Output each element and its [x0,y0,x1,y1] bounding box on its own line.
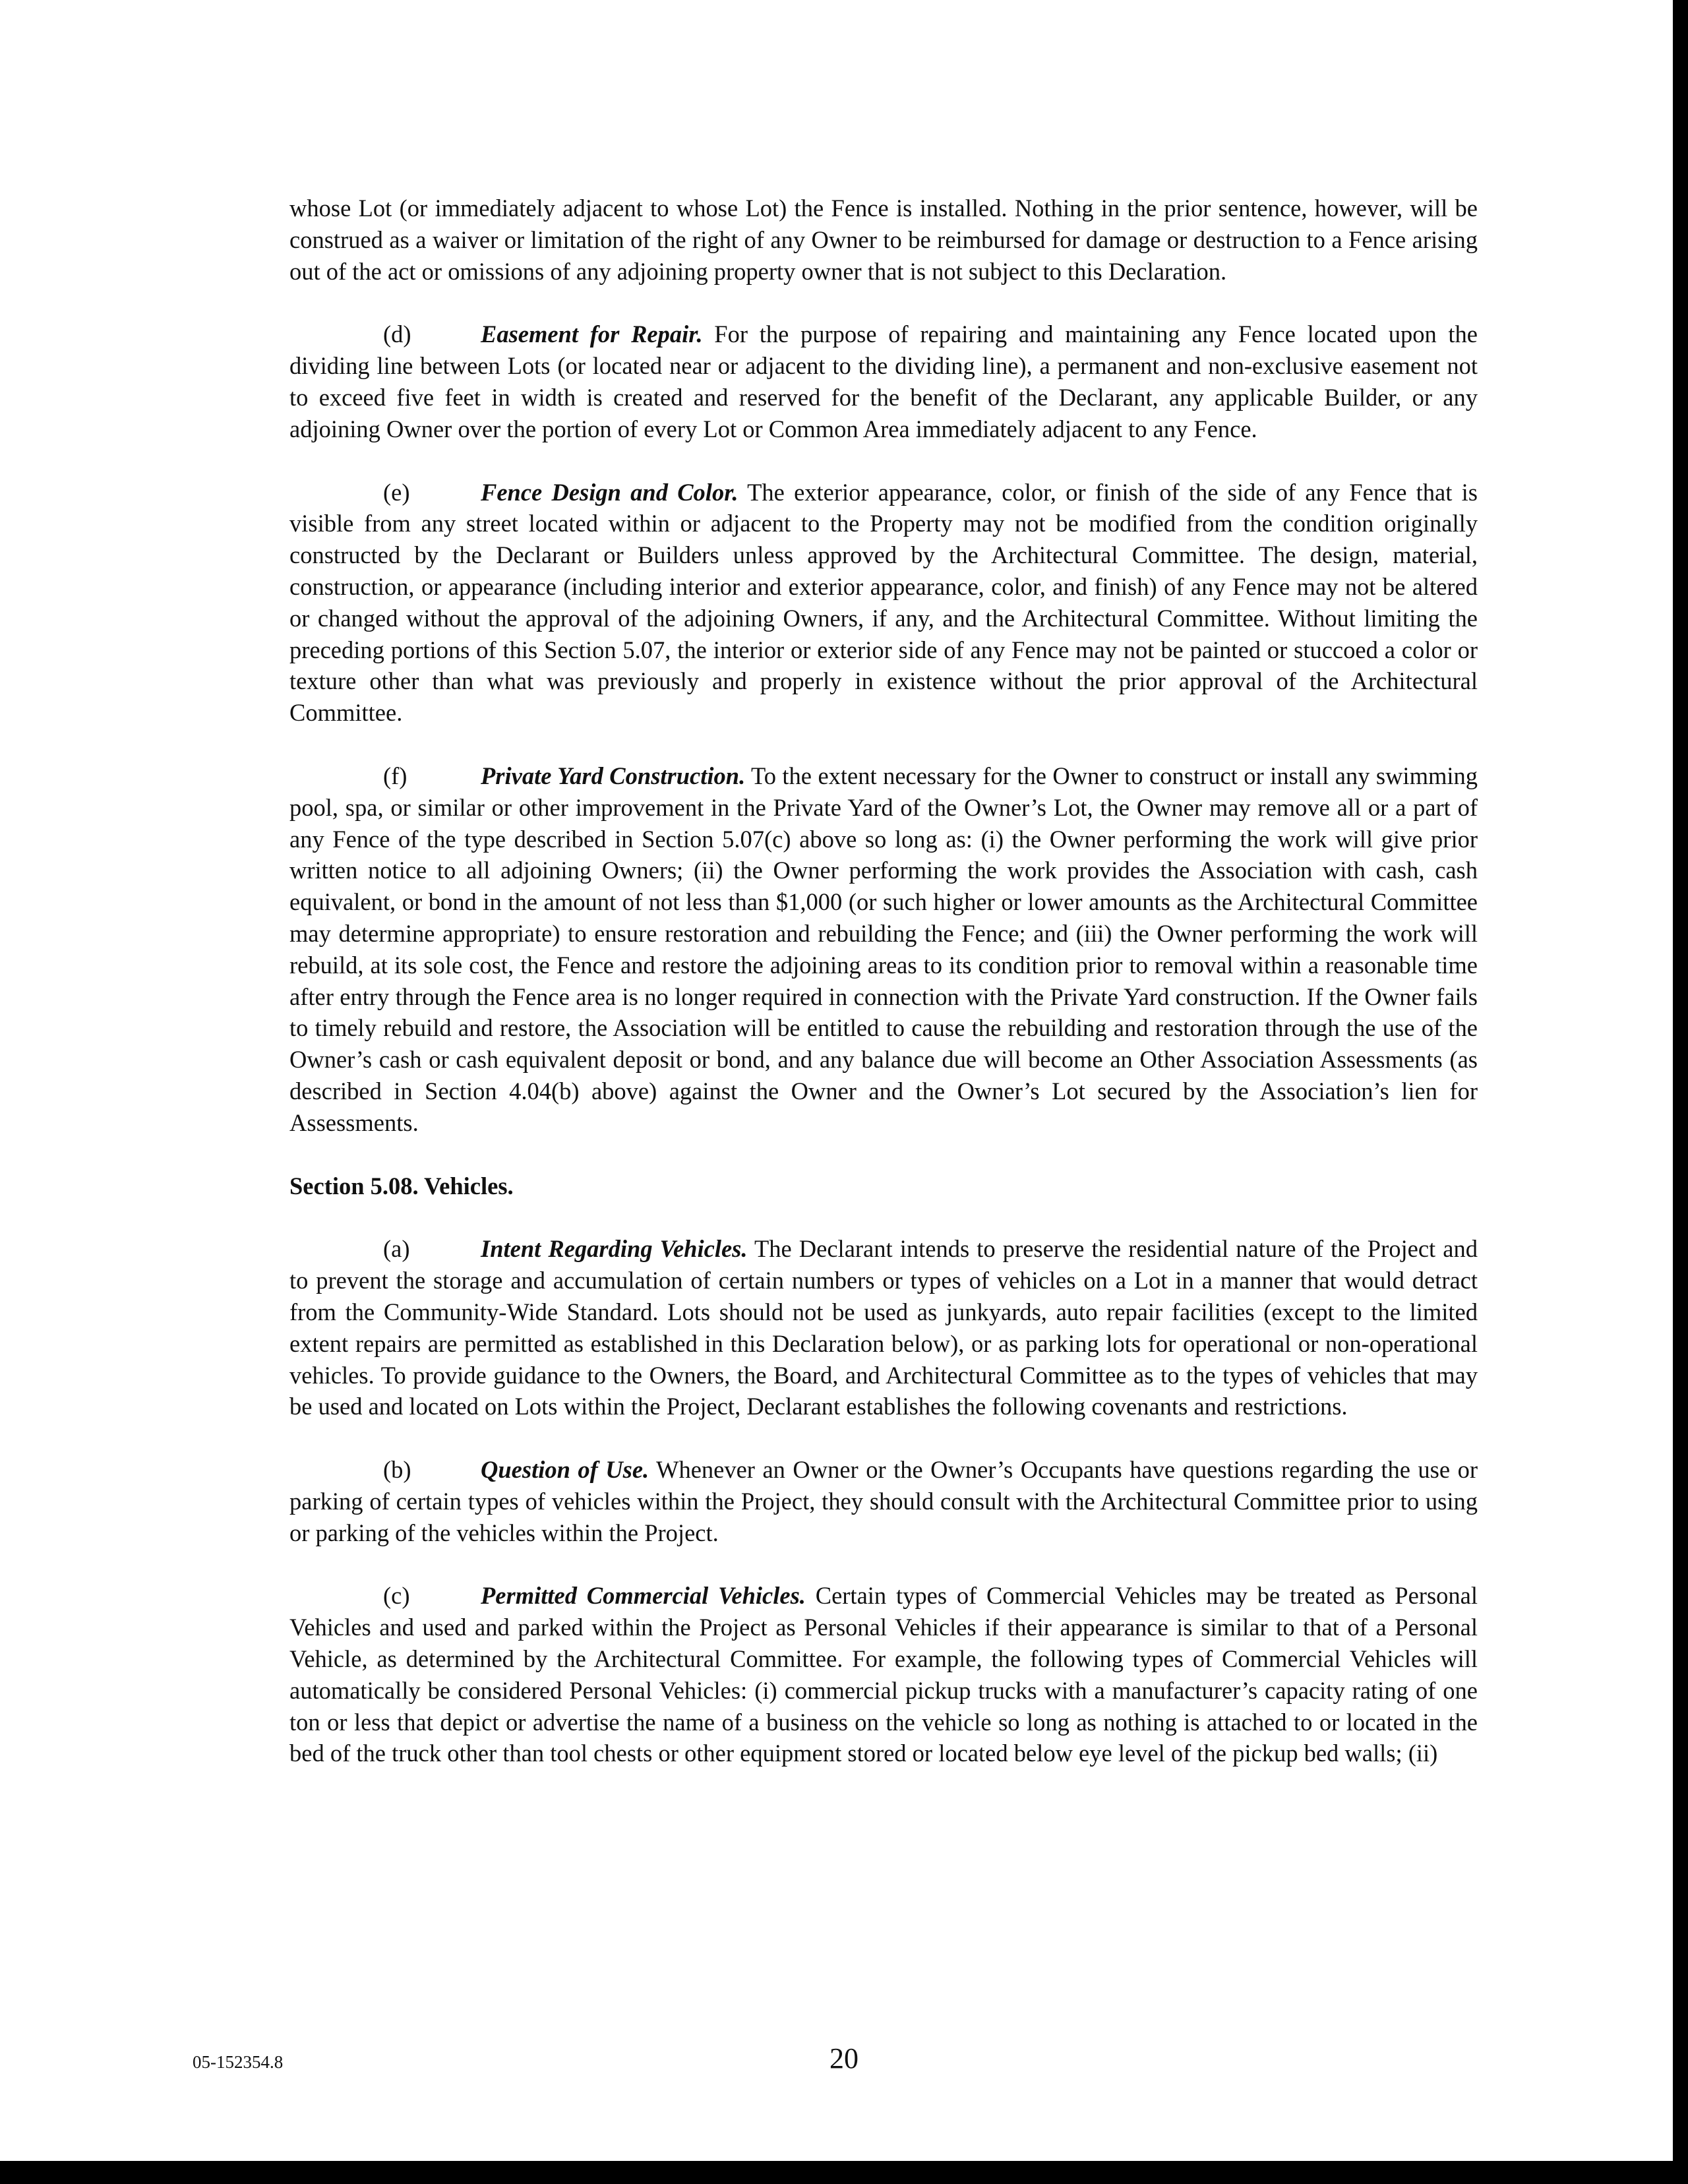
paragraph-question-of-use [289,1454,1478,1548]
paragraph-intent-regarding-vehicles [289,1233,1478,1422]
item-text: The exterior appearance, color, or finish of the side of any Fence that is visible from any street located within or adjacent to the Property may not be modified from the condition originally constructed by the Declarant or Builders unless approved by the Architectural Committee. The design, material, construction, or appearance (including interior and exterior appearance, color, and finish) of any Fence may not be altered or changed without the approval of the adjoining Owners, if any, and the Architectural Committee. Without limiting the preceding portions of this Section 5.07, the interior or exterior side of any Fence may not be painted or stuccoed a color or texture other than what was previously and properly in existence without the prior approval of the Architectural Committee. [289,478,1478,727]
item-text: For the purpose of repairing and maintaining any Fence located upon the dividing line between Lots (or located near or adjacent to the dividing line), a permanent and non-exclusive easement not to exceed five feet in width is created and reserved for the benefit of the Declarant, any applicable Builder, or any adjoining Owner over the portion of every Lot or Common Area immediately adjacent to any Fence. [289,320,1478,442]
scan-border-bottom [0,2161,1688,2184]
item-text: The Declarant intends to preserve the residential nature of the Project and to prevent the storage and accumulation of certain numbers or types of vehicles on a Lot in a manner that would detract from the Community-Wide Standard. Lots should not be used as junkyards, auto repair facilities (except to the limited extent repairs are permitted as established in this Declaration below), or as parking lots for operational or non-operational vehicles. To provide guidance to the Owners, the Board, and Architectural Committee as to the types of vehicles that may be used and located on Lots within the Project, Declarant establishes the following covenants and restrictions. [289,1235,1478,1420]
item-label: (d) [383,320,411,348]
item-text: Whenever an Owner or the Owner’s Occupants have questions regarding the use or parking of certain types of vehicles within the Project, they should consult with the Architectural Committee prior to using or parking of the vehicles within the Project. [289,1456,1478,1546]
item-heading: Fence Design and Color. [481,478,738,506]
scan-border-right [1673,0,1688,2184]
item-heading: Private Yard Construction. [481,762,746,789]
paragraph-private-yard-construction [289,760,1478,1139]
item-label: (b) [383,1456,411,1484]
item-label: (f) [383,762,407,789]
item-label: (c) [383,1582,410,1610]
page-number: 20 [829,2042,859,2075]
document-body [289,193,1478,1801]
item-heading: Intent Regarding Vehicles. [481,1235,748,1263]
paragraph-permitted-commercial-vehicles [289,1580,1478,1769]
item-heading: Easement for Repair. [481,320,703,348]
item-heading: Permitted Commercial Vehicles. [481,1582,806,1610]
item-text: Certain types of Commercial Vehicles may be treated as Personal Vehicles and used and parked within the Project as Personal Vehicles if their appearance is similar to that of a Personal Vehicle, as determined by the Architectural Committee. For example, the following types of Commercial Vehicles will automatically be considered Personal Vehicles: (i) commercial pickup trucks with a manufacturer’s capacity rating of one ton or less that depict or advertise the name of a business on the vehicle so long as nothing is attached to or located in the bed of the truck other than tool chests or other equipment stored or located below eye level of the pickup bed walls; (ii) [289,1582,1478,1767]
document-id: 05-152354.8 [193,2052,284,2072]
item-label: (a) [383,1235,410,1263]
paragraph-intro: whose Lot (or immediately adjacent to whose Lot) the Fence is installed. Nothing in the prior sentence, however, will be construed as a waiver or limitation of the right of any Owner to be reimbursed for damage or destruction to a Fence arising out of the act or omissions of any adjoining property owner that is not subject to this Declaration. [289,195,1478,285]
paragraph-easement-for-repair [289,318,1478,444]
item-text: To the extent necessary for the Owner to construct or install any swimming pool, spa, or similar or other improvement in the Private Yard of the Owner’s Lot, the Owner may remove all or a part of any Fence of the type described in Section 5.07(c) above so long as: (i) the Owner performing the work will give prior written notice to all adjoining Owners; (ii) the Owner performing the work provides the Association with cash, cash equivalent, or bond in the amount of not less than $1,000 (or such higher or lower amounts as the Architectural Committee may determine appropriate) to ensure restoration and rebuilding the Fence; and (iii) the Owner performing the work will rebuild, at its sole cost, the Fence and restore the adjoining areas to its condition prior to removal within a reasonable time after entry through the Fence area is no longer required in connection with the Private Yard construction. If the Owner fails to timely rebuild and restore, the Association will be entitled to cause the rebuilding and restoration through the use of the Owner’s cash or cash equivalent deposit or bond, and any balance due will become an Other Association Assessments (as described in Section 4.04(b) above) against the Owner and the Owner’s Lot secured by the Association’s lien for Assessments. [289,762,1478,1136]
item-label: (e) [383,478,410,506]
item-heading: Question of Use. [481,1456,649,1484]
paragraph-fence-design-and-color [289,477,1478,729]
section-heading-vehicles: Section 5.08. Vehicles. [289,1172,514,1199]
